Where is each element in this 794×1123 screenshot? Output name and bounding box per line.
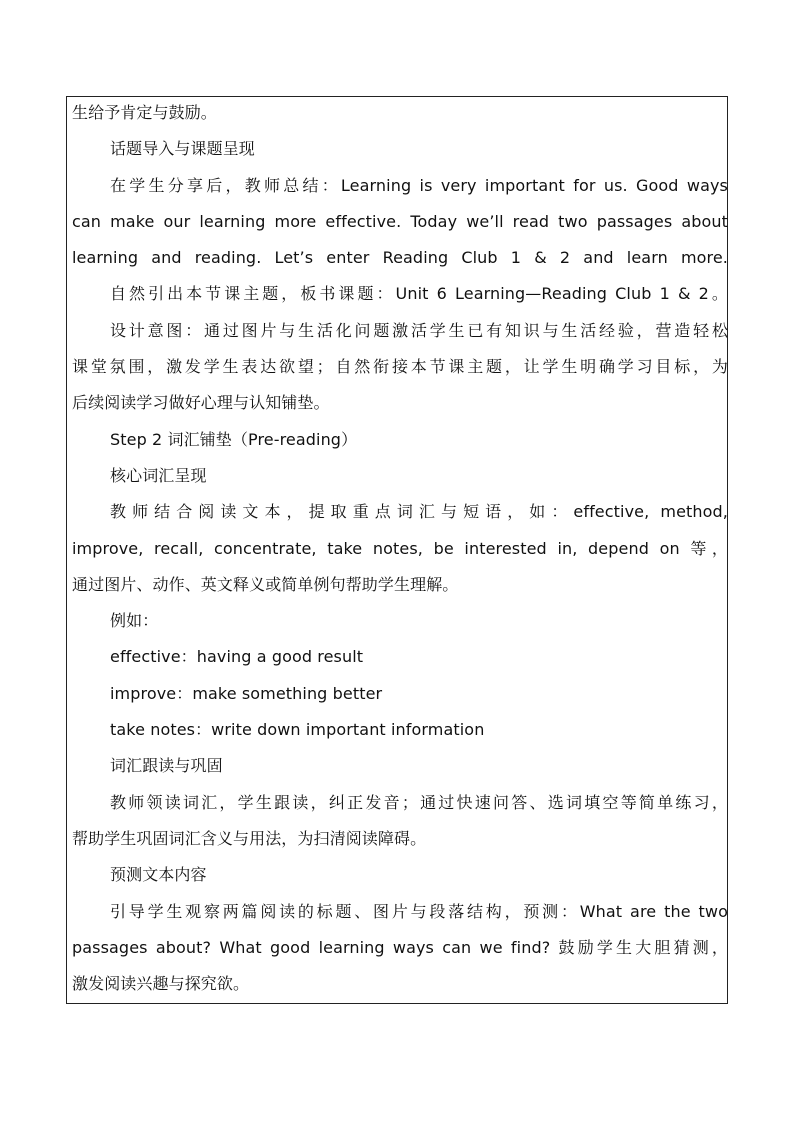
paragraph-line-1: 生给予肯定与鼓励。 xyxy=(72,103,217,122)
paragraph-line-5: learning and reading. Let’s enter Reading Club 1 & 2 and learn more. xyxy=(72,248,728,268)
paragraph-line-23: 引导学生观察两篇阅读的标题、图片与段落结构，预测：What are the two xyxy=(110,901,728,921)
paragraph-line-20: 教师领读词汇，学生跟读，纠正发音；通过快速问答、选词填空等简单练习， xyxy=(110,792,728,812)
heading-topic-intro: 话题导入与课题呈现 xyxy=(110,139,255,159)
paragraph-line-3: 在学生分享后，教师总结：Learning is very important for us. Good ways xyxy=(110,175,728,195)
paragraph-line-7: 设计意图：通过图片与生活化问题激活学生已有知识与生活经验，营造轻松 xyxy=(110,320,728,340)
paragraph-line-25: 激发阅读兴趣与探究欲。 xyxy=(72,974,250,994)
example-label: 例如： xyxy=(110,611,159,631)
paragraph-line-6: 自然引出本节课主题，板书课题：Unit 6 Learning—Reading Club 1 & 2。 xyxy=(110,284,728,304)
example-take-notes: take notes：write down important information xyxy=(110,720,485,740)
heading-vocab-practice: 词汇跟读与巩固 xyxy=(110,756,223,776)
paragraph-line-8: 课堂氛围，激发学生表达欲望；自然衔接本节课主题，让学生明确学习目标，为 xyxy=(72,357,728,377)
paragraph-line-13: improve, recall, concentrate, take notes, be interested in, depend on 等， xyxy=(72,538,728,558)
heading-predict: 预测文本内容 xyxy=(110,865,207,885)
heading-step-2: Step 2 词汇铺垫（Pre-reading） xyxy=(110,429,358,449)
paragraph-line-12: 教师结合阅读文本，提取重点词汇与短语，如：effective, method, xyxy=(110,502,728,522)
paragraph-line-9: 后续阅读学习做好心理与认知铺垫。 xyxy=(72,393,330,413)
paragraph-line-24: passages about? What good learning ways can we find? 鼓励学生大胆猜测， xyxy=(72,937,728,957)
example-effective: effective：having a good result xyxy=(110,647,364,667)
document-body xyxy=(72,100,728,1007)
example-improve: improve：make something better xyxy=(110,683,383,703)
heading-core-vocab: 核心词汇呈现 xyxy=(110,465,207,485)
paragraph-line-21: 帮助学生巩固词汇含义与用法，为扫清阅读障碍。 xyxy=(72,828,427,848)
paragraph-line-4: can make our learning more effective. Today we’ll read two passages about xyxy=(72,211,728,231)
paragraph-line-14: 通过图片、动作、英文释义或简单例句帮助学生理解。 xyxy=(72,574,459,594)
